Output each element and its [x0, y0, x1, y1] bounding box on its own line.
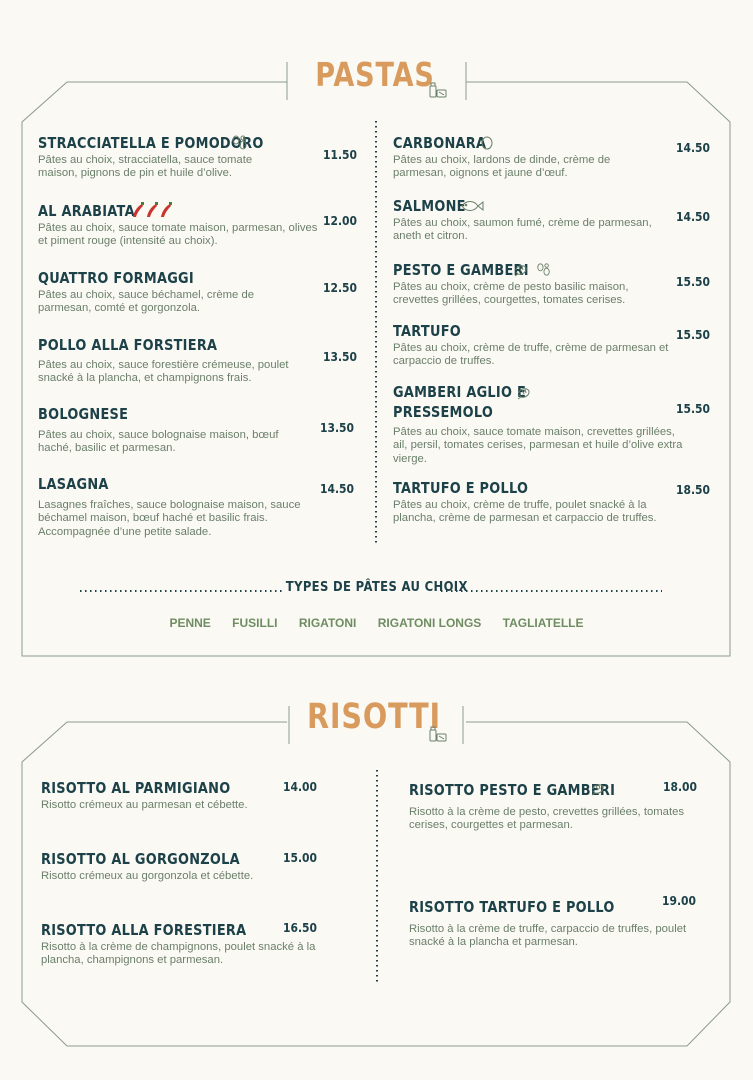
menu-item: [38, 474, 333, 539]
item-description: Pâtes au choix, sauce bolognaise maison, bœuf haché, basilic et parmesan.: [38, 429, 279, 455]
menu-item: [393, 478, 693, 526]
egg-icon: [480, 134, 494, 150]
item-name-continued: PRESSEMOLO: [393, 403, 494, 421]
item-price: 19.00: [662, 893, 697, 908]
item-price: 16.50: [283, 920, 318, 935]
item-name: BOLOGNESE: [38, 405, 129, 423]
item-name: POLLO ALLA FORSTIERA: [38, 336, 218, 354]
item-name: CARBONARA: [393, 134, 487, 152]
item-price: 14.50: [320, 481, 355, 496]
pasta-type: FUSILLI: [232, 616, 278, 630]
item-name: SALMONE: [393, 197, 466, 215]
menu-item: [38, 268, 328, 316]
item-price: 15.00: [283, 850, 318, 865]
item-price: 14.50: [676, 209, 711, 224]
item-description: Lasagnes fraîches, sauce bolognaise maison, sauce béchamel maison, bœuf haché et basilic frais. Accompagnée d’une petite salade.: [38, 499, 301, 538]
chili-peppers-icon: [130, 201, 172, 219]
item-description: Pâtes au choix, sauce tomate maison, parmesan, olives et piment rouge (intensité au choix).: [38, 222, 318, 248]
item-name: RISOTTO TARTUFO E POLLO: [409, 898, 615, 916]
item-description: Pâtes au choix, sauce forestière crémeuse, poulet snacké à la plancha, et champignons frais.: [38, 359, 289, 385]
item-price: 18.00: [663, 779, 698, 794]
item-description: Pâtes au choix, saumon fumé, crème de parmesan, aneth et citron.: [393, 217, 652, 243]
item-price: 14.50: [676, 140, 711, 155]
menu-item: [38, 201, 328, 249]
shrimp-icon: [590, 781, 606, 796]
pantry-jars-icon: [429, 80, 447, 98]
item-description: Pâtes au choix, sauce tomate maison, crevettes grillées, ail, persil, tomates cerises, parmesan et huile d’olive extra vierge.: [393, 426, 683, 465]
item-description: Risotto crémeux au gorgonzola et cébette.: [41, 870, 254, 882]
item-name: LASAGNA: [38, 475, 109, 493]
item-description: Pâtes au choix, crème de pesto basilic maison, crevettes grillées, courgettes, tomates cerises.: [393, 281, 629, 307]
item-name: AL ARABIATA: [38, 202, 135, 220]
pasta-type: PENNE: [169, 616, 211, 630]
item-name: STRACCIATELLA E POMODORO: [38, 134, 264, 152]
item-name: RISOTTO PESTO E GAMBERI: [409, 781, 616, 799]
vegetarian-icon: [231, 134, 248, 151]
risotti-title: RISOTTI: [306, 697, 442, 737]
menu-item: [393, 133, 683, 181]
item-name: TARTUFO: [393, 322, 462, 340]
pastas-title: PASTAS: [315, 55, 435, 94]
item-price: 13.50: [320, 420, 355, 435]
pasta-type: RIGATONI: [298, 616, 357, 630]
item-name: QUATTRO FORMAGGI: [38, 269, 194, 287]
item-name: RISOTTO AL GORGONZOLA: [41, 850, 240, 868]
item-description: Pâtes au choix, stracciatella, sauce tomate maison, pignons de pin et huile d’olive.: [38, 154, 253, 180]
item-name: PESTO E GAMBERI: [393, 261, 529, 279]
item-description: Risotto à la crème de pesto, crevettes grillées, tomates cerises, courgettes et parmesan.: [409, 806, 685, 832]
item-description: Risotto à la crème de champignons, poulet snacké à la plancha, champignons et parmesan.: [41, 941, 316, 967]
shrimp-icon: [516, 385, 532, 400]
menu-item: [38, 335, 328, 386]
item-description: Pâtes au choix, sauce béchamel, crème de parmesan, comté et gorgonzola.: [38, 289, 255, 315]
item-price: 12.50: [323, 280, 358, 295]
item-description: Risotto à la crème de truffe, carpaccio de truffes, poulet snacké à la plancha et parmesan.: [409, 923, 687, 949]
item-name: RISOTTO AL PARMIGIANO: [41, 779, 231, 797]
pasta-types-title: TYPES DE PÂTES AU CHOIX: [285, 579, 468, 595]
pasta-type: TAGLIATELLE: [502, 616, 584, 630]
item-description: Pâtes au choix, lardons de dinde, crème de parmesan, oignons et jaune d’œuf.: [393, 154, 611, 180]
item-name: GAMBERI AGLIO E: [393, 383, 527, 401]
pasta-types-list: [0, 616, 753, 630]
menu-item: [38, 404, 328, 456]
menu-item: [393, 382, 693, 466]
item-price: 13.50: [323, 349, 358, 364]
fish-icon: [460, 199, 484, 213]
item-name: RISOTTO ALLA FORESTIERA: [41, 921, 247, 939]
item-price: 14.00: [283, 779, 318, 794]
pantry-jars-icon: [429, 724, 447, 742]
menu-item: [393, 196, 683, 244]
item-price: 15.50: [676, 401, 711, 416]
item-description: Pâtes au choix, crème de truffe, crème de parmesan et carpaccio de truffes.: [393, 342, 669, 368]
item-price: 18.50: [676, 482, 711, 497]
item-description: Pâtes au choix, crème de truffe, poulet snacké à la plancha, crème de parmesan et carpaccio de truffes.: [393, 499, 657, 525]
item-price: 15.50: [676, 327, 711, 342]
item-description: Risotto crémeux au parmesan et cébette.: [41, 799, 248, 811]
pasta-type: RIGATONI LONGS: [377, 616, 482, 630]
item-price: 12.00: [323, 213, 358, 228]
shrimp-icon: [513, 262, 529, 277]
menu-item: [393, 321, 693, 369]
item-price: 11.50: [323, 147, 358, 162]
item-name: TARTUFO E POLLO: [393, 479, 529, 497]
menu-item: [38, 133, 328, 181]
item-price: 15.50: [676, 274, 711, 289]
vegetarian-icon: [536, 262, 551, 277]
